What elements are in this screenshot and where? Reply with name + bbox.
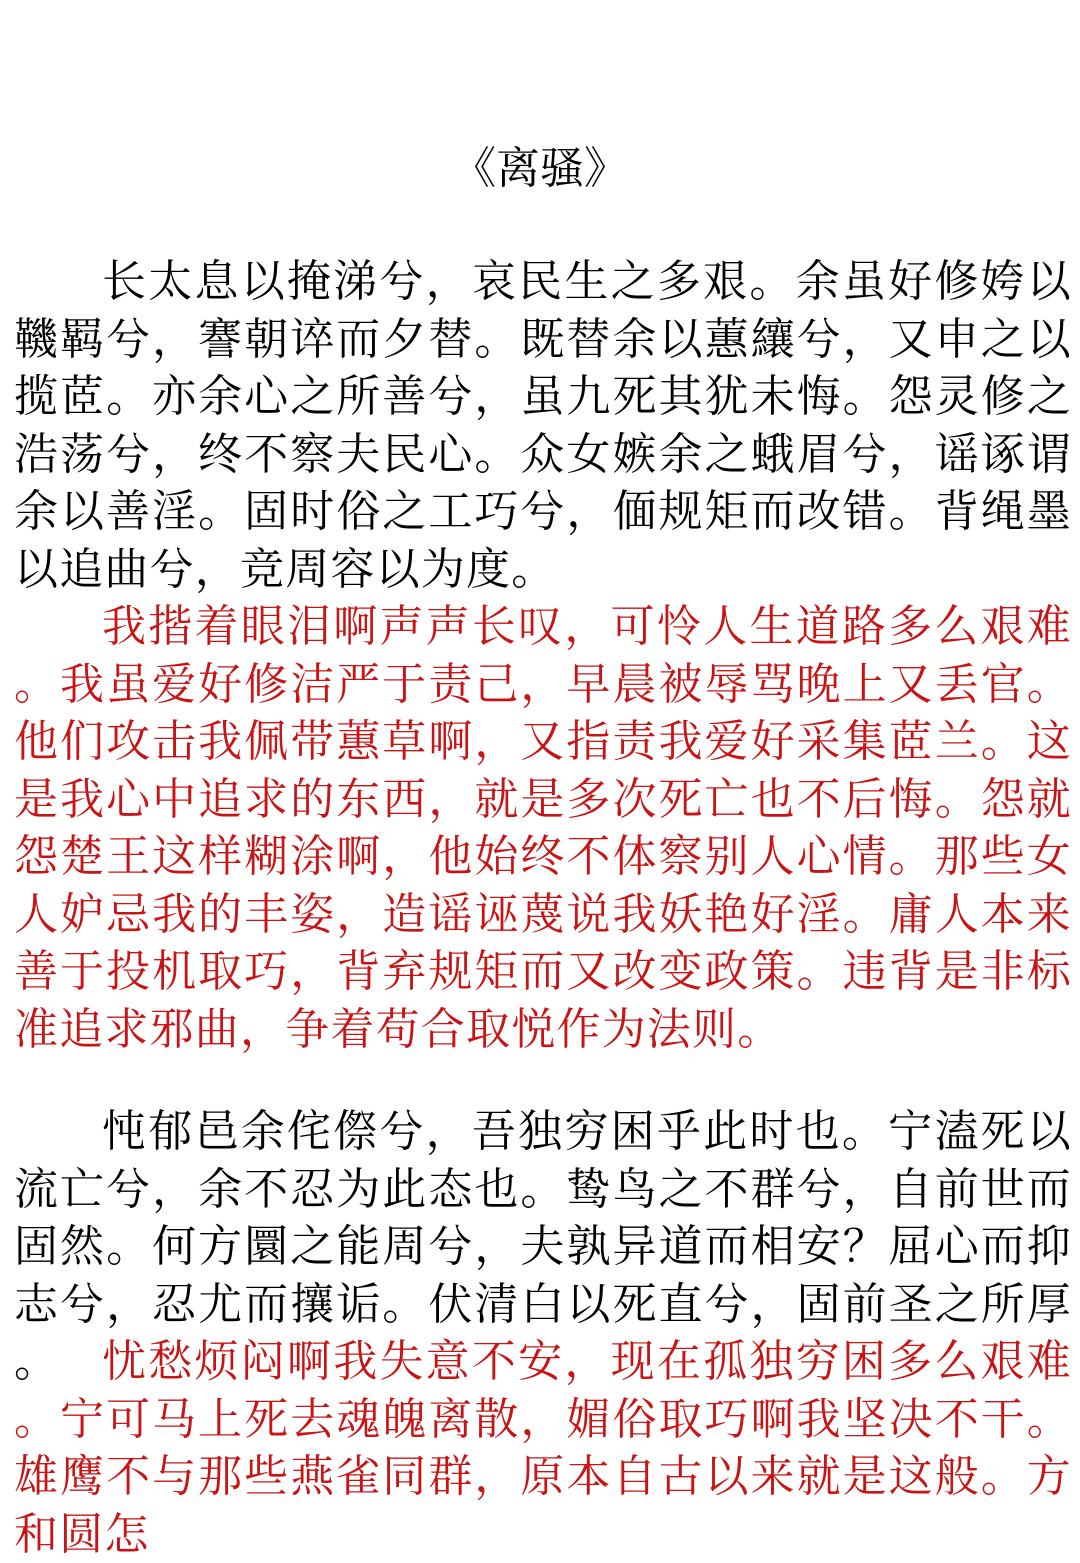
translation-paragraph-2: 忧愁烦闷啊我失意不安，现在孤独穷困多么艰难。宁可马上死去魂魄离散，媚俗取巧啊我坚决不干。雄鹰不与那些燕雀同群，原本自古以来就是这般。方和圆怎	[14, 1336, 1072, 1560]
original-text-paragraph-2: 忳郁邑余侘傺兮，吾独穷困乎此时也。宁溘死以流亡兮，余不忍为此态也。鸷鸟之不群兮，自前世而固然。何方圜之能周兮，夫孰异道而相安？屈心而抑志兮，忍尤而攘诟。伏清白以死直兮，固前圣之所厚。	[14, 1106, 1072, 1387]
original-text-paragraph-1: 长太息以掩涕兮，哀民生之多艰。余虽好修姱以鞿羁兮，謇朝谇而夕替。既替余以蕙纕兮，又申之以揽茝。亦余心之所善兮，虽九死其犹未悔。怨灵修之浩荡兮，终不察夫民心。众女嫉余之蛾眉兮，谣诼谓余以善淫。固时俗之工巧兮，偭规矩而改错。背绳墨以追曲兮，竞周容以为度。	[14, 256, 1072, 595]
translation-paragraph-1: 我揩着眼泪啊声声长叹，可怜人生道路多么艰难。我虽爱好修洁严于责己，早晨被辱骂晚上又丢官。他们攻击我佩带蕙草啊，又指责我爱好采集茝兰。这是我心中追求的东西，就是多次死亡也不后悔。怨就怨楚王这样糊涂啊，他始终不体察别人心情。那些女人妒忌我的丰姿，造谣诬蔑说我妖艳好淫。庸人本来善于投机取巧，背弃规矩而又改变政策。违背是非标准追求邪曲，争着苟合取悦作为法则。	[14, 601, 1072, 1055]
poem-title: 《离骚》	[452, 143, 628, 194]
